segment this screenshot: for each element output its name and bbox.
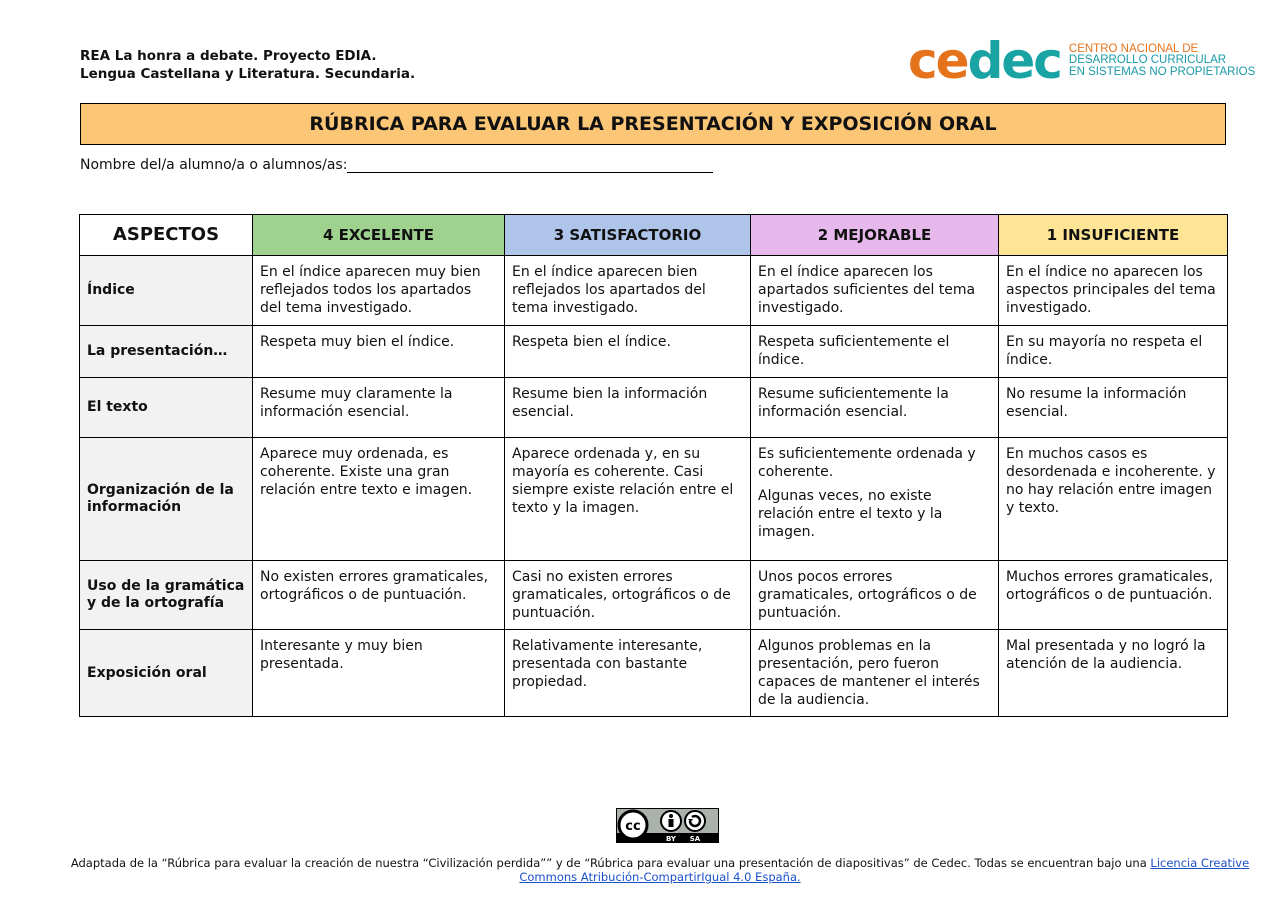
- criterion-cell: Casi no existen errores gramaticales, ortográficos o de puntuación.: [505, 561, 751, 630]
- cedec-logo: [908, 32, 1256, 90]
- criterion-cell: Algunos problemas en la presentación, pero fueron capaces de mantener el interés de la audiencia.: [751, 630, 999, 717]
- cc-by-sa-license-icon[interactable]: [616, 808, 719, 843]
- sa-label: SA: [689, 835, 701, 843]
- criterion-cell: Respeta suficientemente el índice.: [751, 326, 999, 378]
- logo-subtitle: CENTRO NACIONAL DE DESARROLLO CURRICULAR EN SISTEMAS NO PROPIETARIOS: [1068, 42, 1256, 78]
- criterion-cell: Resume suficientemente la información esencial.: [751, 378, 999, 438]
- logo-wordmark: cedec: [908, 32, 1061, 90]
- header-row: [80, 215, 1228, 256]
- document-header: [80, 47, 415, 83]
- criterion-cell: En muchos casos es desordenada e incoherente. y no hay relación entre imagen y texto.: [999, 438, 1228, 561]
- table-row: [80, 378, 1228, 438]
- header-insuficiente: 1 INSUFICIENTE: [999, 215, 1228, 256]
- table-row: [80, 438, 1228, 561]
- criterion-cell: Respeta bien el índice.: [505, 326, 751, 378]
- header-line-1: REA La honra a debate. Proyecto EDIA.: [80, 48, 377, 64]
- header-mejorable: 2 MEJORABLE: [751, 215, 999, 256]
- criterion-cell: En el índice no aparecen los aspectos principales del tema investigado.: [999, 256, 1228, 326]
- criterion-paragraph: Es suficientemente ordenada y coherente.: [758, 446, 976, 480]
- aspect-cell: Índice: [80, 256, 253, 326]
- aspect-cell: La presentación…: [80, 326, 253, 378]
- student-name-line: [80, 157, 713, 173]
- header-satisfactorio: 3 SATISFACTORIO: [505, 215, 751, 256]
- student-name-label: Nombre del/a alumno/a o alumnos/as:: [80, 157, 348, 173]
- criterion-cell: Mal presentada y no logró la atención de la audiencia.: [999, 630, 1228, 717]
- criterion-cell: En el índice aparecen bien reflejados los apartados del tema investigado.: [505, 256, 751, 326]
- criterion-cell: No resume la información esencial.: [999, 378, 1228, 438]
- criterion-cell: Muchos errores gramaticales, ortográficos o de puntuación.: [999, 561, 1228, 630]
- criterion-paragraph: Algunas veces, no existe relación entre el texto y la imagen.: [758, 488, 943, 540]
- criterion-cell: En el índice aparecen muy bien reflejados todos los apartados del tema investigado.: [253, 256, 505, 326]
- footer-attribution: [60, 856, 1260, 884]
- aspect-cell: Exposición oral: [80, 630, 253, 717]
- header-excelente: 4 EXCELENTE: [253, 215, 505, 256]
- criterion-cell: En su mayoría no respeta el índice.: [999, 326, 1228, 378]
- criterion-cell: Respeta muy bien el índice.: [253, 326, 505, 378]
- table-row: [80, 630, 1228, 717]
- criterion-cell: Aparece muy ordenada, es coherente. Existe una gran relación entre texto e imagen.: [253, 438, 505, 561]
- cc-label: cc: [625, 819, 641, 834]
- by-label: BY: [665, 835, 677, 843]
- table-row: [80, 256, 1228, 326]
- license-link[interactable]: Licencia Creative Commons Atribución-CompartirIgual 4.0 España.: [519, 856, 1250, 884]
- header-line-2: Lengua Castellana y Literatura. Secundaria.: [80, 66, 416, 82]
- criterion-cell: No existen errores gramaticales, ortográficos o de puntuación.: [253, 561, 505, 630]
- criterion-cell: Resume bien la información esencial.: [505, 378, 751, 438]
- criterion-cell: [751, 438, 999, 561]
- rubric-table: [79, 214, 1228, 717]
- rubric-title: RÚBRICA PARA EVALUAR LA PRESENTACIÓN Y EXPOSICIÓN ORAL: [80, 103, 1226, 145]
- criterion-cell: Relativamente interesante, presentada con bastante propiedad.: [505, 630, 751, 717]
- footer-text: Adaptada de la “Rúbrica para evaluar la creación de nuestra “Civilización perdida”” y de “Rúbrica para evaluar una presentación de diapositivas” de Cedec. Todas se encuentran bajo una: [70, 856, 1151, 870]
- aspect-cell: El texto: [80, 378, 253, 438]
- table-row: [80, 326, 1228, 378]
- header-aspectos: ASPECTOS: [80, 215, 253, 256]
- criterion-cell: Aparece ordenada y, en su mayoría es coherente. Casi siempre existe relación entre el texto y la imagen.: [505, 438, 751, 561]
- student-name-blank[interactable]: [347, 158, 713, 173]
- criterion-cell: Interesante y muy bien presentada.: [253, 630, 505, 717]
- table-row: [80, 561, 1228, 630]
- aspect-cell: Uso de la gramática y de la ortografía: [80, 561, 253, 630]
- aspect-cell: Organización de la información: [80, 438, 253, 561]
- criterion-cell: En el índice aparecen los apartados suficientes del tema investigado.: [751, 256, 999, 326]
- criterion-cell: Resume muy claramente la información esencial.: [253, 378, 505, 438]
- criterion-cell: Unos pocos errores gramaticales, ortográficos o de puntuación.: [751, 561, 999, 630]
